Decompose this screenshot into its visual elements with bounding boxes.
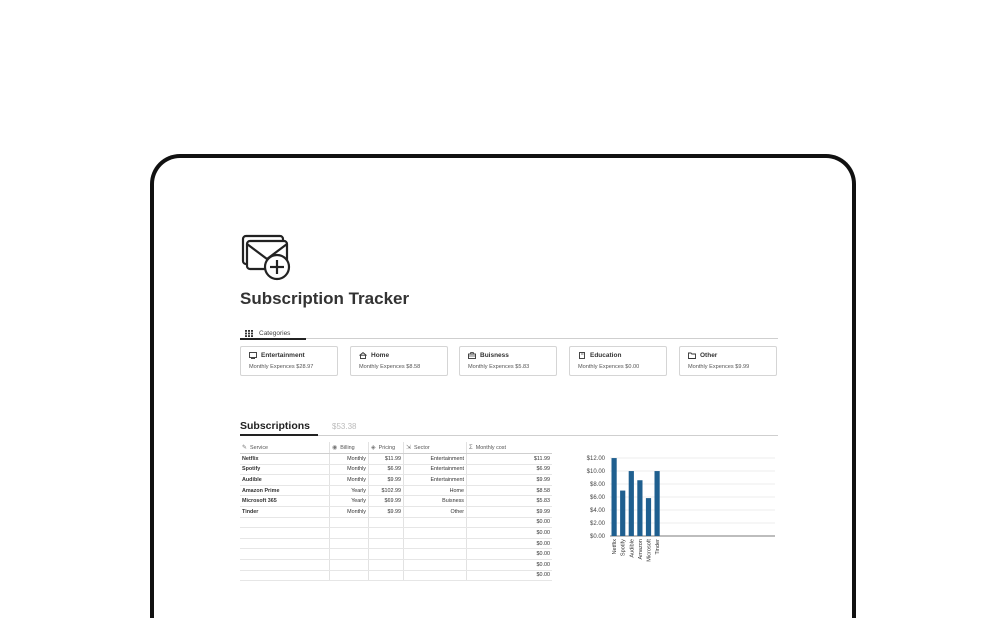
subscriptions-total: $53.38 xyxy=(332,422,357,431)
service-cell[interactable]: Spotify xyxy=(240,465,330,475)
bar-netflix[interactable] xyxy=(612,458,617,536)
service-cell[interactable] xyxy=(240,571,330,581)
sector-cell[interactable] xyxy=(404,539,467,549)
monthly-cost-cell[interactable]: $5.83 xyxy=(536,498,550,505)
category-expense: Monthly Expences $9.99 xyxy=(688,364,750,370)
service-cell[interactable] xyxy=(240,528,330,538)
table-row[interactable] xyxy=(240,528,552,539)
table-row[interactable] xyxy=(240,518,552,529)
x-tick-label: Tinder xyxy=(655,539,662,555)
tab-categories[interactable] xyxy=(240,328,306,340)
folder-icon xyxy=(688,352,696,359)
table-row[interactable] xyxy=(240,454,552,465)
monthly-cost-chart xyxy=(580,450,780,565)
x-tick-label: Amazon xyxy=(637,539,644,560)
sector-cell[interactable]: Buisness xyxy=(404,496,467,506)
bar-amazon[interactable] xyxy=(637,480,642,536)
category-expense: Monthly Expences $8.58 xyxy=(359,364,421,370)
column-header-monthly-cost[interactable]: Σ Monthly cost xyxy=(469,444,506,451)
category-card-entertainment[interactable] xyxy=(240,346,338,376)
subscriptions-table xyxy=(240,442,552,581)
monthly-cost-cell[interactable]: $0.00 xyxy=(536,572,550,579)
monthly-cost-cell[interactable]: $9.99 xyxy=(536,476,550,483)
pricing-cell[interactable] xyxy=(369,571,404,581)
gallery-grid-icon xyxy=(245,330,253,337)
category-name: Entertainment xyxy=(261,352,305,359)
tag-icon: ◈ xyxy=(371,445,376,451)
text-property-icon: ✎ xyxy=(242,445,248,451)
tab-categories-label: Categories xyxy=(259,329,291,337)
bar-microsoft[interactable] xyxy=(646,498,651,536)
service-cell[interactable]: Netflix xyxy=(240,454,330,464)
pricing-cell[interactable] xyxy=(369,518,404,528)
table-row[interactable] xyxy=(240,496,552,507)
monthly-cost-cell[interactable]: $8.58 xyxy=(536,487,550,494)
sector-cell[interactable] xyxy=(404,549,467,559)
category-cards xyxy=(240,346,780,377)
subscriptions-header xyxy=(240,420,778,436)
y-tick-label: $10.00 xyxy=(586,469,605,475)
column-header-sector[interactable]: ⇲ Sector xyxy=(404,442,467,453)
tv-icon xyxy=(249,352,257,359)
table-header-row xyxy=(240,442,552,454)
monthly-cost-cell[interactable]: $11.99 xyxy=(533,455,550,462)
y-tick-label: $0.00 xyxy=(589,534,605,540)
monthly-cost-cell[interactable]: $0.00 xyxy=(536,561,550,568)
billing-cell[interactable]: Monthly xyxy=(330,475,369,485)
category-name: Buisness xyxy=(480,352,509,359)
house-icon xyxy=(359,352,367,359)
bar-audible[interactable] xyxy=(629,471,634,536)
category-expense: Monthly Expences $28.97 xyxy=(249,364,314,370)
sector-cell[interactable] xyxy=(404,518,467,528)
tab-subscriptions[interactable]: Subscriptions xyxy=(240,420,318,436)
pricing-cell[interactable]: $102.99 xyxy=(369,486,404,496)
select-property-icon: ◉ xyxy=(332,445,338,451)
bar-spotify[interactable] xyxy=(620,491,625,536)
sector-cell[interactable]: Other xyxy=(404,507,467,517)
table-row[interactable] xyxy=(240,560,552,571)
category-expense: Monthly Expences $0.00 xyxy=(578,364,640,370)
table-row[interactable] xyxy=(240,465,552,476)
billing-cell[interactable]: Monthly xyxy=(330,465,369,475)
service-cell[interactable]: Tinder xyxy=(240,507,330,517)
y-tick-label: $6.00 xyxy=(589,495,605,501)
table-row[interactable] xyxy=(240,539,552,550)
sector-cell[interactable]: Entertainment xyxy=(404,465,467,475)
y-tick-label: $2.00 xyxy=(589,521,605,527)
categories-tab-bar xyxy=(240,328,778,339)
column-header-billing[interactable]: ◉ Billing xyxy=(330,442,369,453)
x-tick-label: Microsoft xyxy=(646,539,653,562)
service-cell[interactable] xyxy=(240,549,330,559)
x-tick-label: Netflix xyxy=(612,539,619,555)
monthly-cost-cell[interactable]: $0.00 xyxy=(536,540,550,547)
table-row[interactable] xyxy=(240,571,552,582)
category-card-business[interactable] xyxy=(459,346,557,376)
billing-cell[interactable] xyxy=(330,549,369,559)
pricing-cell[interactable]: $11.99 xyxy=(369,454,404,464)
monthly-cost-cell[interactable]: $0.00 xyxy=(536,551,550,558)
pricing-cell[interactable]: $69.99 xyxy=(369,496,404,506)
service-cell[interactable]: Audible xyxy=(240,475,330,485)
pricing-cell[interactable]: $9.99 xyxy=(369,475,404,485)
table-row[interactable] xyxy=(240,549,552,560)
bar-tinder[interactable] xyxy=(655,471,660,536)
monthly-cost-cell[interactable]: $9.99 xyxy=(536,508,550,515)
monthly-cost-cell[interactable]: $0.00 xyxy=(536,529,550,536)
billing-cell[interactable]: Monthly xyxy=(330,454,369,464)
relation-icon: ⇲ xyxy=(406,445,412,451)
y-tick-label: $4.00 xyxy=(589,508,605,514)
billing-cell[interactable] xyxy=(330,539,369,549)
table-row[interactable] xyxy=(240,475,552,486)
billing-cell[interactable] xyxy=(330,528,369,538)
y-tick-label: $8.00 xyxy=(589,482,605,488)
page-title: Subscription Tracker xyxy=(240,289,410,308)
category-expense: Monthly Expences $5.83 xyxy=(468,364,530,370)
category-name: Education xyxy=(590,352,622,359)
y-tick-label: $12.00 xyxy=(586,456,605,462)
billing-cell[interactable] xyxy=(330,571,369,581)
x-tick-label: Spotify xyxy=(620,539,627,557)
column-header-pricing[interactable]: ◈ Pricing xyxy=(369,442,404,453)
category-card-home[interactable] xyxy=(350,346,448,376)
sector-cell[interactable] xyxy=(404,528,467,538)
pricing-cell[interactable]: $9.99 xyxy=(369,507,404,517)
category-card-education[interactable] xyxy=(569,346,667,376)
category-card-other[interactable] xyxy=(679,346,777,376)
service-cell[interactable]: Microsoft 365 xyxy=(240,496,330,506)
billing-cell[interactable]: Yearly xyxy=(330,486,369,496)
table-row[interactable] xyxy=(240,486,552,497)
sector-cell[interactable]: Home xyxy=(404,486,467,496)
service-cell[interactable] xyxy=(240,518,330,528)
pricing-cell[interactable] xyxy=(369,528,404,538)
monthly-cost-cell[interactable]: $0.00 xyxy=(536,519,550,526)
billing-cell[interactable]: Monthly xyxy=(330,507,369,517)
column-header-service[interactable]: ✎ Service xyxy=(240,442,330,453)
pricing-cell[interactable] xyxy=(369,539,404,549)
category-name: Other xyxy=(700,352,718,359)
pricing-cell[interactable] xyxy=(369,549,404,559)
x-tick-label: Audible xyxy=(629,539,636,558)
briefcase-icon xyxy=(468,352,476,359)
formula-icon: Σ xyxy=(469,444,473,451)
subscription-mail-icon xyxy=(240,232,292,282)
pricing-cell[interactable]: $6.99 xyxy=(369,465,404,475)
table-body xyxy=(240,454,552,581)
table-row[interactable] xyxy=(240,507,552,518)
service-cell[interactable]: Amazon Prime xyxy=(240,486,330,496)
sector-cell[interactable]: Entertainment xyxy=(404,454,467,464)
sector-cell[interactable]: Entertainment xyxy=(404,475,467,485)
billing-cell[interactable] xyxy=(330,518,369,528)
book-icon xyxy=(578,352,586,359)
sector-cell[interactable] xyxy=(404,571,467,581)
billing-cell[interactable]: Yearly xyxy=(330,496,369,506)
service-cell[interactable] xyxy=(240,539,330,549)
category-name: Home xyxy=(371,352,390,359)
monthly-cost-cell[interactable]: $6.99 xyxy=(536,466,550,473)
